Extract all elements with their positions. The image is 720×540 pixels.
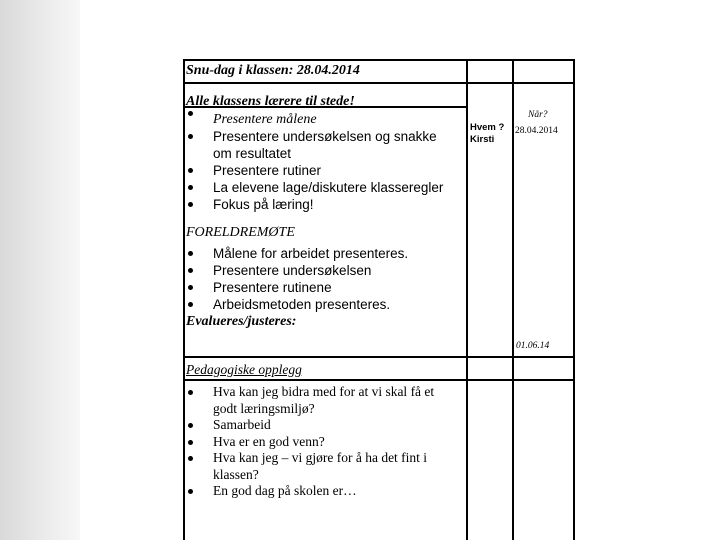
list-item (186, 162, 466, 179)
table-row-divider (183, 82, 575, 84)
section-heading-teachers: Alle klassens lærere til stede! (186, 94, 355, 109)
list-item (186, 279, 466, 296)
list-item (186, 296, 466, 313)
evaluation-subheading: Evalueres/justeres: (186, 314, 297, 329)
teacher-tasks-list (186, 128, 466, 213)
list-item (186, 179, 466, 196)
list-item (186, 384, 448, 417)
list-item (186, 434, 456, 451)
pedagogical-list (186, 384, 456, 500)
list-item (186, 450, 448, 483)
parents-meeting-list (186, 245, 466, 313)
when-label: Når? (528, 110, 548, 120)
page-title: Snu-dag i klassen: 28.04.2014 (186, 63, 360, 78)
who-value: Kirsti (470, 134, 495, 145)
list-item (186, 196, 466, 213)
table-column-divider (466, 59, 468, 540)
list-item (186, 483, 456, 500)
list-item-text: En god dag på skolen er… (213, 483, 357, 498)
list-item-text: Samarbeid (213, 417, 271, 432)
list-item-text: Hva kan jeg – vi gjøre for å ha det fint i klassen? (213, 450, 428, 482)
list-item-text: Presentere undersøkelsen (213, 263, 372, 278)
list-item-text: Presentere målene (213, 112, 317, 127)
list-item (186, 111, 466, 128)
when-value: 28.04.2014 (515, 126, 558, 136)
table-row-divider (183, 356, 575, 358)
left-edge-shading (0, 0, 80, 540)
list-item-text: La elevene lage/diskutere klasseregler (213, 180, 444, 195)
list-item (186, 262, 466, 279)
teacher-goals-list (186, 111, 466, 128)
list-item (186, 128, 453, 162)
list-item-text: Presentere rutinene (213, 280, 332, 295)
list-item-text: Presentere rutiner (213, 163, 322, 178)
evaluation-date: 01.06.14 (516, 341, 550, 351)
list-item-text: Hva er en god venn? (213, 433, 325, 449)
section-heading-parents-meeting: FORELDREMØTE (186, 225, 295, 240)
list-item (186, 245, 466, 262)
table-column-divider (512, 59, 514, 540)
list-item-text: Fokus på læring! (213, 197, 314, 212)
list-item (186, 417, 456, 434)
table-row-divider (183, 379, 575, 381)
list-item-text: Hva kan jeg bidra med for at vi skal få et godt læringsmiljø? (213, 384, 435, 416)
list-item-text: Arbeidsmetoden presenteres. (213, 297, 391, 312)
list-item-text: Presentere undersøkelsen og snakke om resultatet (213, 129, 437, 161)
list-item-text: Målene for arbeidet presenteres. (213, 246, 409, 261)
section-heading-pedagogical: Pedagogiske opplegg (186, 362, 302, 377)
who-label: Hvem ? (470, 122, 505, 133)
